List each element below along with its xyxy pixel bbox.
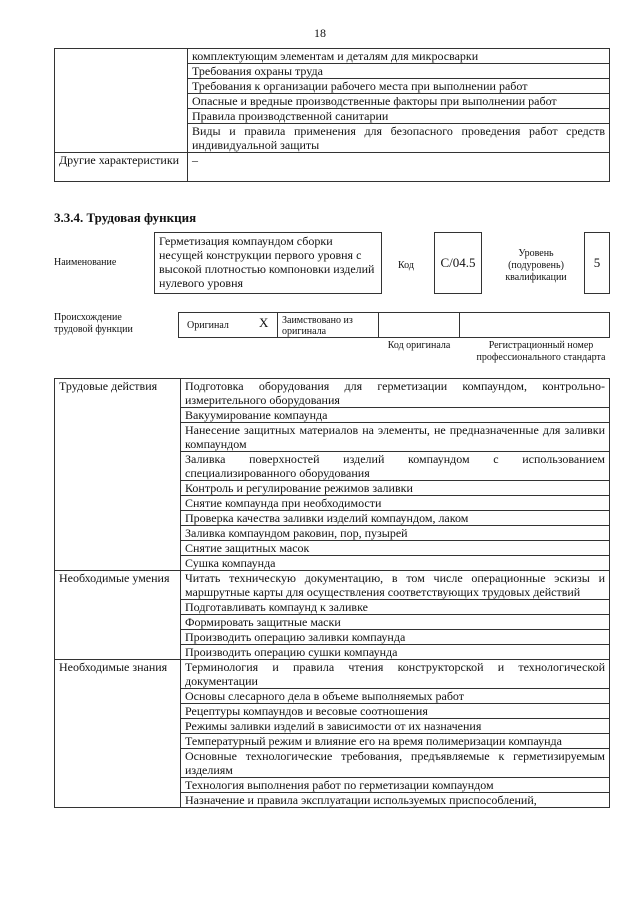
code-original-cell [378,312,460,338]
skills-label: Необходимые умения [55,571,181,660]
origin-label: Происхождение трудовой функции [54,312,133,335]
table-row: Требования к организации рабочего места при выполнении работ [188,79,610,94]
table-row: Требования охраны труда [188,64,610,79]
labor-function-table [54,378,610,808]
knowledge-label: Необходимые знания [55,660,181,808]
empty-label-cell [55,49,188,153]
level-value-box: 5 [584,232,610,294]
section-heading: 3.3.4. Трудовая функция [54,210,197,225]
table-row: Производить операцию сушки компаунда [181,645,610,660]
table-row: Рецептуры компаундов и весовые соотношения [181,704,610,719]
page-number: 18 [314,26,326,40]
other-characteristics-value: – [188,153,610,182]
table-row: Читать техническую документацию, в том числе операционные эскизы и маршрутные карты для осуществления соответствующих трудовых действий [181,571,610,600]
code-value-box: C/04.5 [434,232,482,294]
reg-number-cell [459,312,610,338]
code-original-caption: Код оригинала [387,340,451,351]
table-row: Подготовка оборудования для герметизации компаундом, контрольно-измерительного оборудования [181,379,610,408]
original-label: Оригинал [187,320,229,331]
table-row: Технология выполнения работ по герметизации компаундом [181,778,610,793]
name-label: Наименование [54,257,117,268]
table-row: Контроль и регулирование режимов заливки [181,481,610,496]
table-row: Заливка поверхностей изделий компаундом с использованием специализированного оборудования [181,452,610,481]
table-row: Виды и правила применения для безопасного проведения работ средств индивидуальной защиты [188,124,610,153]
table-row: Проверка качества заливки изделий компаундом, лаком [181,511,610,526]
borrowed-cell: Заимствовано из оригинала [277,312,379,338]
reg-number-caption: Регистрационный номер профессионального стандарта [476,340,606,363]
level-label: Уровень (подуровень) квалификации [505,248,567,283]
table-row: Опасные и вредные производственные факторы при выполнении работ [188,94,610,109]
table-row: Подготавливать компаунд к заливке [181,600,610,615]
table-row: комплектующим элементам и деталям для микросварки [188,49,610,64]
table-row: Формировать защитные маски [181,615,610,630]
table-row: Снятие компаунда при необходимости [181,496,610,511]
function-name-box: Герметизация компаундом сборки несущей конструкции первого уровня с высокой плотностью компоновки изделий нулевого уровня [154,232,382,294]
original-cell [178,312,278,338]
labor-actions-label: Трудовые действия [55,379,181,571]
table-row: Заливка компаундом раковин, пор, пузырей [181,526,610,541]
code-label: Код [398,260,414,271]
table-row: Назначение и правила эксплуатации используемых приспособлений, [181,793,610,808]
characteristics-table [54,48,610,182]
table-row: Нанесение защитных материалов на элементы, не предназначенные для заливки компаундом [181,423,610,452]
original-mark: X [259,315,269,330]
table-row: Снятие защитных масок [181,541,610,556]
other-characteristics-label: Другие характеристики [55,153,188,182]
table-row: Температурный режим и влияние его на время полимеризации компаунда [181,734,610,749]
table-row: Сушка компаунда [181,556,610,571]
table-row: Производить операцию заливки компаунда [181,630,610,645]
table-row: Основные технологические требования, предъявляемые к герметизируемым изделиям [181,749,610,778]
table-row: Вакуумирование компаунда [181,408,610,423]
table-row: Терминология и правила чтения конструкторской и технологической документации [181,660,610,689]
table-row: Основы слесарного дела в объеме выполняемых работ [181,689,610,704]
table-row: Правила производственной санитарии [188,109,610,124]
table-row: Режимы заливки изделий в зависимости от их назначения [181,719,610,734]
